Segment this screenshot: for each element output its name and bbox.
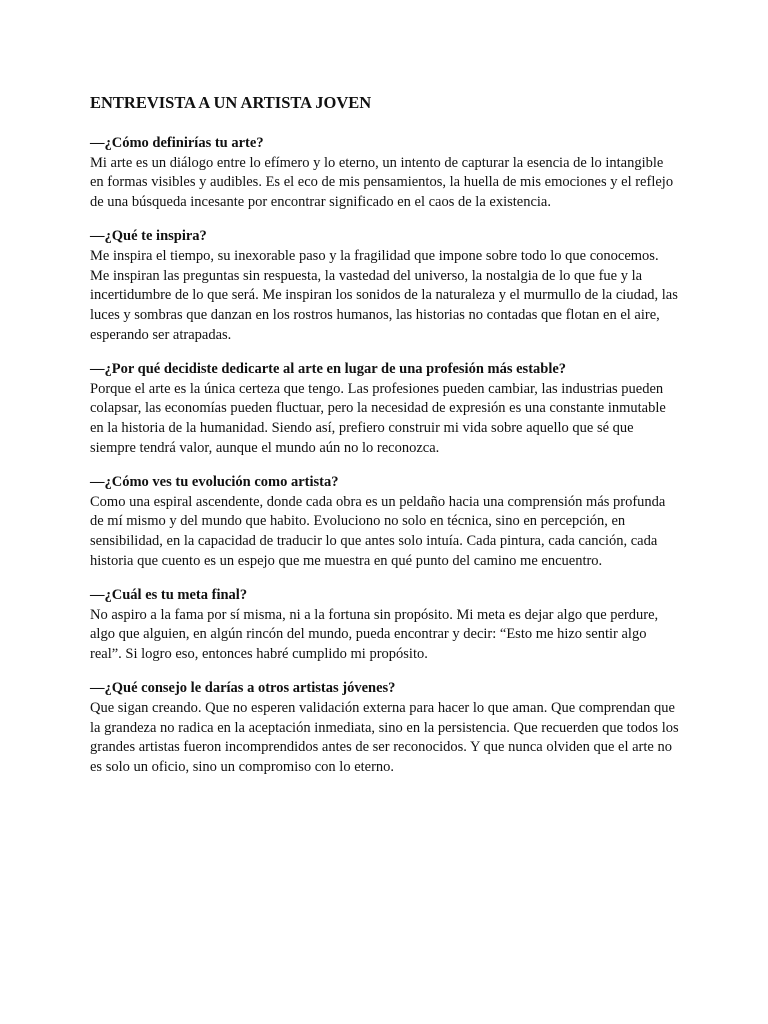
qa-item <box>90 679 680 778</box>
question-text: —¿Qué consejo le darías a otros artistas jóvenes? <box>90 680 396 697</box>
question-text: —¿Cómo ves tu evolución como artista? <box>90 474 339 491</box>
question-text: —¿Por qué decidiste dedicarte al arte en lugar de una profesión más estable? <box>90 361 567 378</box>
qa-item <box>90 586 680 665</box>
qa-item <box>90 360 680 459</box>
question-text: —¿Qué te inspira? <box>90 228 207 245</box>
document-title: ENTREVISTA A UN ARTISTA JOVEN <box>90 93 372 112</box>
answer-text: Porque el arte es la única certeza que tengo. Las profesiones pueden cambiar, las industrias pueden colapsar, las economías pueden fluctuar, pero la necesidad de expresión es una constante inmutable en la historia de la humanidad. Siendo así, prefiero construir mi vida sobre aquello que sé que siempre tendrá valor, aunque el mundo aún no lo reconozca. <box>90 380 666 456</box>
answer-text: Me inspira el tiempo, su inexorable paso y la fragilidad que impone sobre todo lo que conocemos. Me inspiran las preguntas sin respuesta, la vastedad del universo, la nostalgia de lo que fue y la incertidumbre de lo que será. Me inspiran los sonidos de la naturaleza y el murmullo de la ciudad, las luces y sombras que danzan en los rostros humanos, las historias no contadas que flotan en el aire, esperando ser atrapadas. <box>90 248 678 343</box>
qa-item <box>90 134 680 213</box>
question-text: —¿Cómo definirías tu arte? <box>90 135 264 151</box>
qa-item <box>90 473 680 572</box>
qa-item <box>90 227 680 345</box>
answer-text: Que sigan creando. Que no esperen validación externa para hacer lo que aman. Que comprendan que la grandeza no radica en la aceptación inmediata, sino en la persistencia. Que recuerden que todos los grandes artistas fueron incomprendidos antes de ser reconocidos. Y que nunca olviden que el arte no es solo un oficio, sino un compromiso con lo eterno. <box>90 700 679 776</box>
answer-text: Como una espiral ascendente, donde cada obra es un peldaño hacia una comprensión más profunda de mí mismo y del mundo que habito. Evoluciono no solo en técnica, sino en percepción, en sensibilidad, en la capacidad de traducir lo que antes solo intuía. Cada pintura, cada canción, cada historia que cuento es un espejo que me muestra en qué punto del camino me encuentro. <box>90 493 666 569</box>
document-page <box>90 93 680 792</box>
question-text: —¿Cuál es tu meta final? <box>90 587 248 604</box>
answer-text: No aspiro a la fama por sí misma, ni a la fortuna sin propósito. Mi meta es dejar algo que perdure, algo que alguien, en algún rincón del mundo, pueda encontrar y decir: “Esto me hizo sentir algo real”. Si logro eso, entonces habré cumplido mi propósito. <box>90 606 659 663</box>
answer-text: Mi arte es un diálogo entre lo efímero y lo eterno, un intento de capturar la esencia de lo intangible en formas visibles y audibles. Es el eco de mis pensamientos, la huella de mis emociones y el reflejo de una búsqueda incesante por encontrar significado en el caos de la existencia. <box>90 154 674 211</box>
